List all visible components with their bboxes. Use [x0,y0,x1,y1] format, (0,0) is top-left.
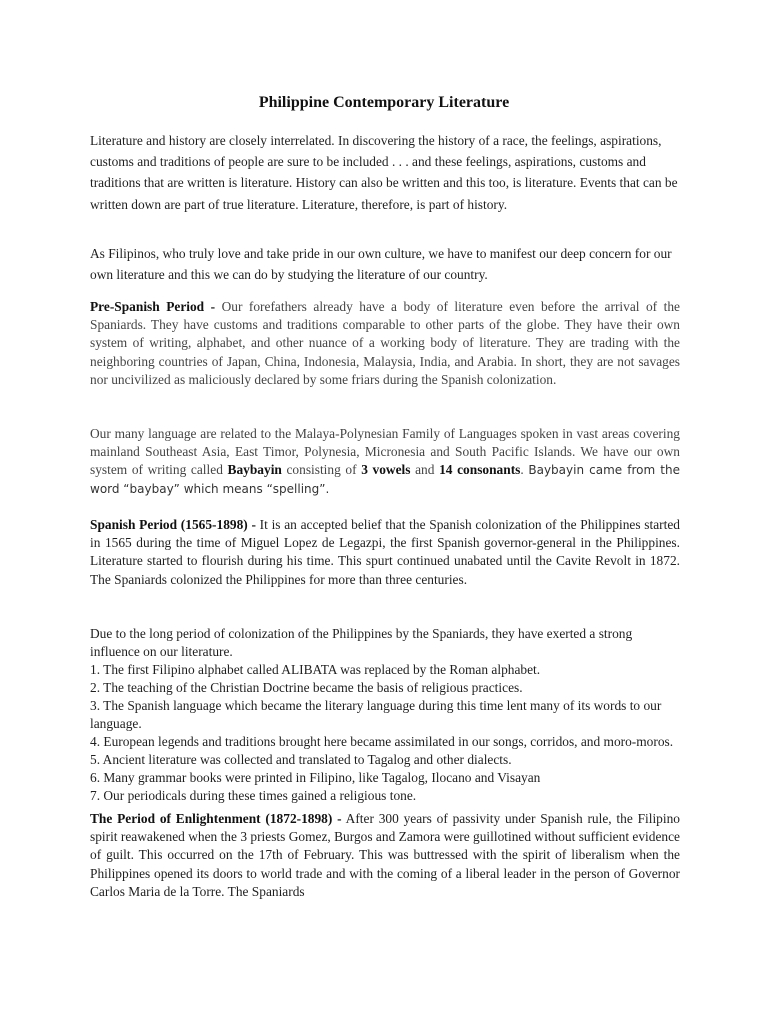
language-text-4: . [520,462,529,478]
pre-spanish-heading: Pre-Spanish Period - [90,299,216,314]
language-text-3: and [410,462,440,478]
language-section [90,425,680,498]
influence-intro: Due to the long period of colonization of the Philippines by the Spaniards, they have exerted a strong influence on our literature. [90,626,633,659]
page-title: Philippine Contemporary Literature [258,94,510,111]
intro-paragraph [90,130,680,215]
list-item: 4. European legends and traditions brought here became assimilated in our songs, corridos, and moro-moros. [90,734,674,749]
enlightenment-text: After 300 years of passivity under Spanish rule, the Filipino spirit reawakened when the 3 priests Gomez, Burgos and Zamora were guillotined without sufficient evidence of guilt. This occurred on the 17th of February. This was buttressed with the spirit of liberalism when the Philippines opened its doors to world trade and with the coming of a liberal leader in the person of Governor Carlos Maria de la Torre. The Spaniards [90,811,680,899]
consonants-term: 14 consonants [439,462,521,478]
language-text-2: consisting of [281,462,362,478]
filipino-paragraph [90,243,680,285]
spanish-heading: Spanish Period (1565-1898) - [90,517,256,532]
enlightenment-section [90,810,680,901]
spanish-paragraph [90,516,680,589]
baybayin-definition: Baybayin came from the word “baybay” which means “spelling”. [90,463,680,496]
list-item: 3. The Spanish language which became the literary language during this time lent many of its words to our language. [90,698,662,731]
spanish-section [90,516,680,589]
list-item: 1. The first Filipino alphabet called ALIBATA was replaced by the Roman alphabet. [90,662,541,677]
language-paragraph [90,425,680,498]
intro-text: Literature and history are closely interrelated. In discovering the history of a race, the feelings, aspirations, customs and traditions of people are sure to be included . . . and these feelings, aspirations, customs and traditions that are written is literature. History can also be written and this too, is literature. Events that can be written down are part of true literature. Literature, therefore, is part of history. [90,133,678,212]
filipino-text: As Filipinos, who truly love and take pride in our own culture, we have to manifest our deep concern for our own literature and this we can do by studying the literature of our country. [90,246,672,283]
list-item: 7. Our periodicals during these times gained a religious tone. [90,788,417,803]
influence-section [90,625,680,805]
enlightenment-paragraph [90,810,680,901]
language-text-1: Our many language are related to the Malaya-Polynesian Family of Languages spoken in vast areas covering mainland Southeast Asia, East Timor, Polynesia, Micronesia and South Pacific Islands. We have our own system of writing called [90,426,680,478]
pre-spanish-paragraph [90,298,680,389]
baybayin-term: Baybayin [227,462,282,478]
list-item: 6. Many grammar books were printed in Filipino, like Tagalog, Ilocano and Visayan [90,770,541,785]
enlightenment-heading: The Period of Enlightenment (1872-1898) - [90,811,342,826]
vowels-term: 3 vowels [361,462,411,478]
list-item: 2. The teaching of the Christian Doctrine became the basis of religious practices. [90,680,523,695]
spanish-text: It is an accepted belief that the Spanish colonization of the Philippines started in 1565 during the time of Miguel Lopez de Legazpi, the first Spanish governor-general in the Philippines. Literature started to flourish during his time. This spurt continued unabated until the Cavite Revolt in 1872. The Spaniards colonized the Philippines for more than three centuries. [90,517,680,587]
pre-spanish-section [90,298,680,389]
list-item: 5. Ancient literature was collected and translated to Tagalog and other dialects. [90,752,512,767]
pre-spanish-text: Our forefathers already have a body of literature even before the arrival of the Spaniards. They have customs and traditions comparable to other parts of the globe. They have their own system of writing, alphabet, and other nuance of a working body of literature. They are trading with the neighboring countries of Japan, China, Indonesia, Malaysia, India, and Arabia. In short, they are not savages nor uncivilized as maliciously declared by some friars during the Spanish colonization. [90,299,680,387]
